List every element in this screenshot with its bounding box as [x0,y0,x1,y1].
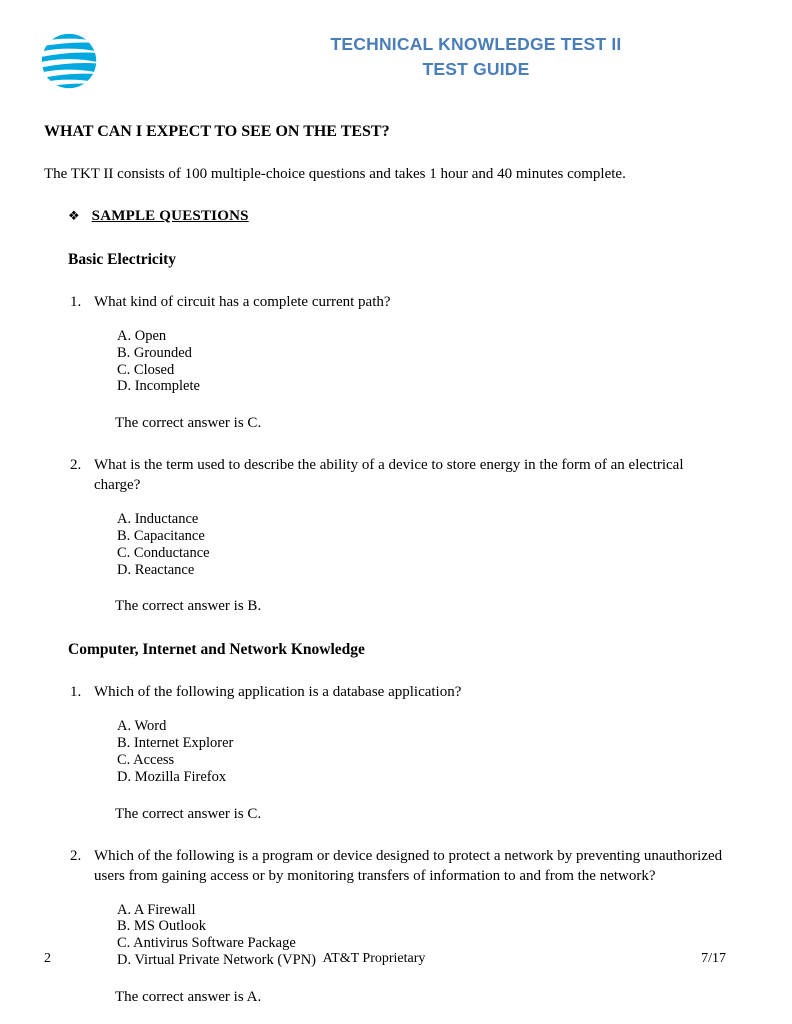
page-footer [44,950,748,968]
question-text: Which of the following is a program or device designed to protect a network by preventing unauthorized users from gaining access or by monitoring transfers of information to and from the network? [94,847,723,884]
question-number: 1. [70,294,82,310]
question-line [44,455,748,495]
correct-answer-text: The correct answer is C. [115,805,262,822]
option-list [44,718,748,785]
question-number: 2. [70,847,82,864]
option-list [44,511,748,578]
diamond-bullet-icon: ❖ [68,209,80,224]
option-item: B. MS Outlook [117,918,207,935]
option-item: A. Inductance [117,511,199,528]
option-item: D. Virtual Private Network (VPN) [117,951,317,968]
option-item: B. Grounded [117,344,192,361]
sample-questions-label: SAMPLE QUESTIONS [91,208,249,224]
topic-title: Basic Electricity [68,251,177,268]
question-text: What kind of circuit has a complete current path? [94,294,391,310]
question-block [44,846,748,1007]
question-number: 1. [70,684,82,701]
footer-page-number: 2 [44,951,51,966]
correct-answer-text: The correct answer is C. [115,415,262,432]
footer-revision-date: 7/17 [701,951,726,966]
option-item: D. Mozilla Firefox [117,768,227,785]
topic-block [44,250,748,616]
document-title-line-1: TECHNICAL KNOWLEDGE TEST II [330,34,622,54]
question-block [44,682,748,823]
option-item: A. Open [117,328,167,344]
document-title-line-2: TEST GUIDE [422,59,530,79]
att-globe-icon [38,30,100,92]
question-line [44,292,748,312]
question-number: 2. [70,457,82,474]
question-text: What is the term used to describe the ability of a device to store energy in the form of an electrical charge? [94,457,684,494]
option-item: B. Internet Explorer [117,735,234,752]
option-item: C. Antivirus Software Package [117,935,296,952]
page-header [0,0,792,108]
option-item: C. Access [117,751,175,768]
correct-answer-text: The correct answer is B. [115,598,262,615]
question-line [44,846,748,886]
option-item: B. Capacitance [117,527,205,544]
option-item: C. Conductance [117,544,210,561]
option-item: A. Word [117,718,167,735]
intro-paragraph: The TKT II consists of 100 multiple-choice questions and takes 1 hour and 40 minutes complete. [44,166,626,182]
question-line [44,682,748,702]
question-text: Which of the following application is a database application? [94,684,462,701]
option-item: A. A Firewall [117,901,196,918]
option-item: C. Closed [117,361,175,378]
section-heading: WHAT CAN I EXPECT TO SEE ON THE TEST? [44,123,390,140]
question-block [44,455,748,616]
topic-title: Computer, Internet and Network Knowledge [68,641,365,659]
sample-questions-bullet [44,208,748,226]
option-item: D. Incomplete [117,378,200,395]
document-title-block [200,32,752,82]
option-item: D. Reactance [117,561,195,578]
footer-proprietary-notice: AT&T Proprietary [322,951,426,966]
document-body [0,122,792,1007]
option-list [44,328,748,395]
question-block [44,292,748,433]
correct-answer-text: The correct answer is A. [115,988,262,1005]
